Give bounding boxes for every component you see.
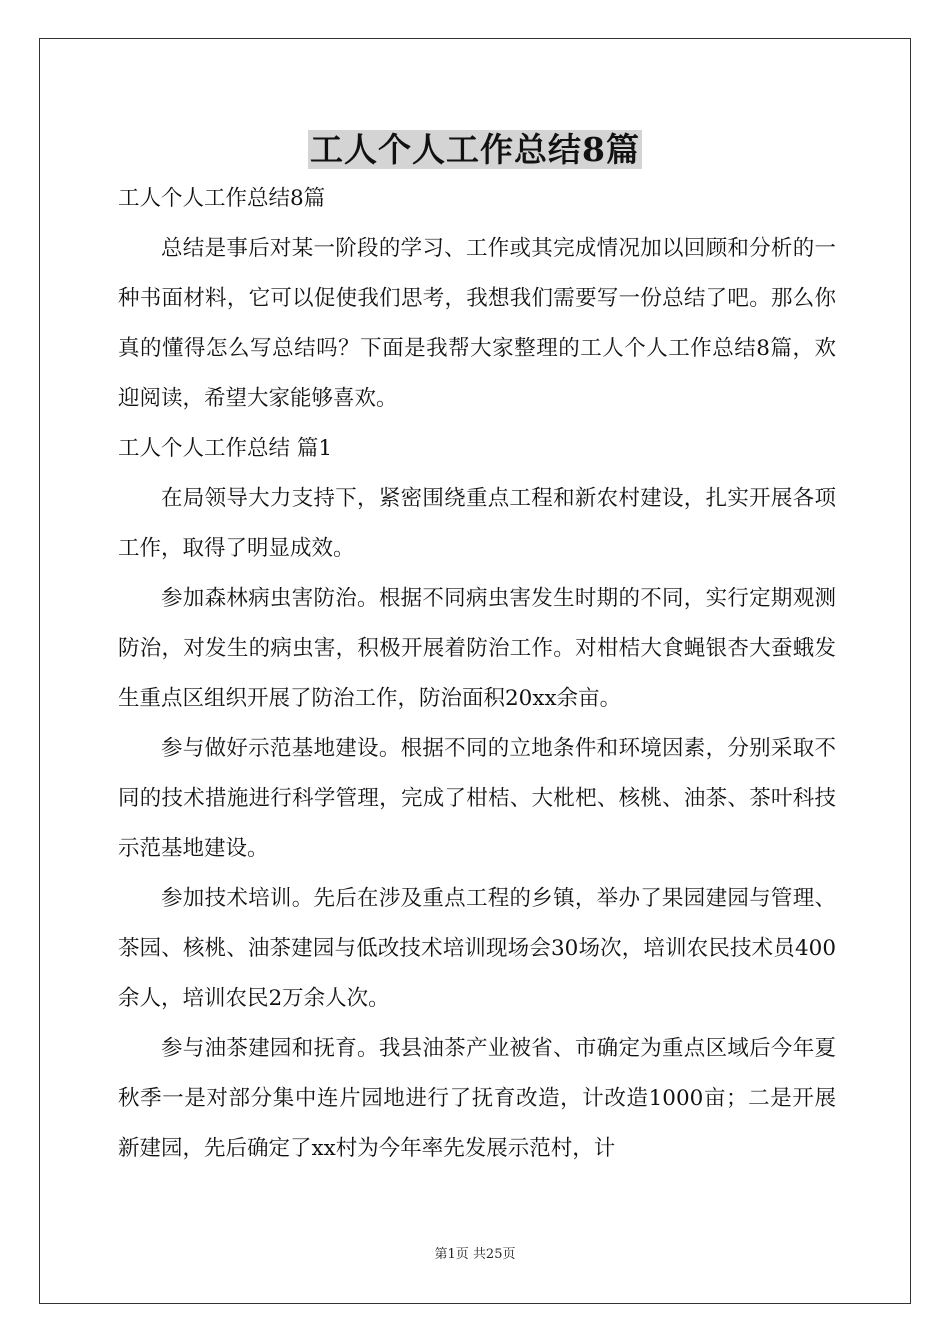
body-paragraph: 参与油茶建园和抚育。我县油茶产业被省、市确定为重点区域后今年夏秋季一是对部分集中连片园地进行了抚育改造，计改造1000亩；二是开展新建园，先后确定了xx村为今年率先发展示范村，计 [118,1036,836,1161]
document-body [118,174,836,1174]
subtitle-line: 工人个人工作总结8篇 [118,186,326,211]
body-paragraph: 参加技术培训。先后在涉及重点工程的乡镇，举办了果园建园与管理、茶园、核桃、油茶建园与低改技术培训现场会30场次，培训农民技术员400余人，培训农民2万余人次。 [118,886,836,1011]
intro-paragraph: 总结是事后对某一阶段的学习、工作或其完成情况加以回顾和分析的一种书面材料，它可以促使我们思考，我想我们需要写一份总结了吧。那么你真的懂得怎么写总结吗？下面是我帮大家整理的工人个人工作总结8篇，欢迎阅读，希望大家能够喜欢。 [118,236,836,411]
body-paragraph: 在局领导大力支持下，紧密围绕重点工程和新农村建设，扎实开展各项工作，取得了明显成效。 [118,486,836,561]
body-paragraph: 参加森林病虫害防治。根据不同病虫害发生时期的不同，实行定期观测防治，对发生的病虫害，积极开展着防治工作。对柑桔大食蝇银杏大蚕蛾发生重点区组织开展了防治工作，防治面积20xx余亩。 [118,586,836,711]
body-paragraph: 参与做好示范基地建设。根据不同的立地条件和环境因素，分别采取不同的技术措施进行科学管理，完成了柑桔、大枇杷、核桃、油茶、茶叶科技示范基地建设。 [118,736,836,861]
document-title: 工人个人工作总结8篇 [310,130,640,169]
page-number-footer: 第1页 共25页 [434,1247,516,1262]
section-heading: 工人个人工作总结 篇1 [118,436,333,461]
